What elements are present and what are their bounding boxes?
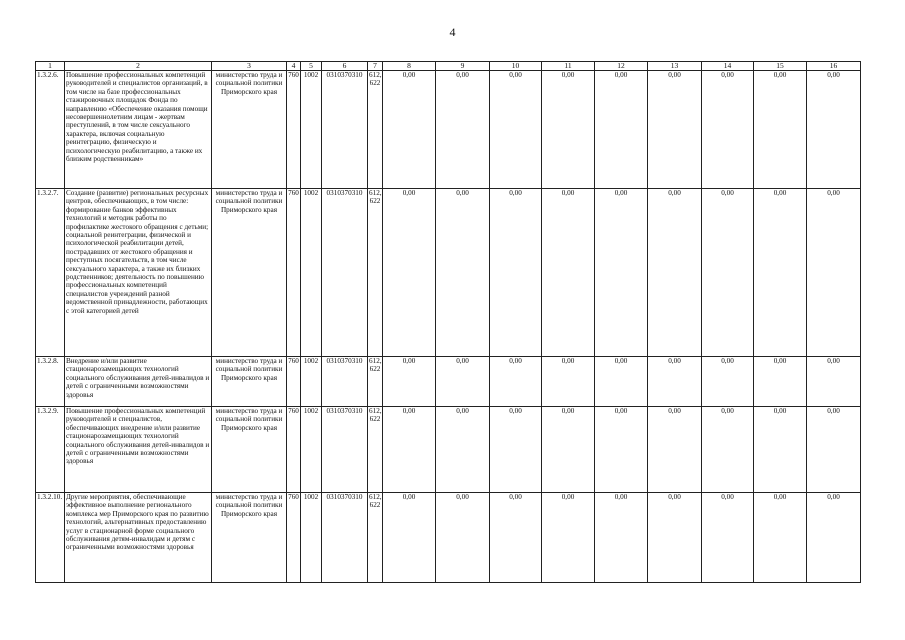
amount-cell: 0,00 <box>542 357 595 407</box>
column-header: 15 <box>754 62 807 71</box>
activity-number: 1.3.2.10. <box>36 493 65 583</box>
amount-cell: 0,00 <box>436 493 490 583</box>
activity-name: Создание (развитие) региональных ресурсных центров, обеспечивающих, в том числе: формирование банков эффективных технологий и методик работы по профилактике жестокого обращения с детьми; социальной реинтеграции, физической и психологической реабилитации детей, пострадавших от жестокого обращения и преступных посягательств, в том числе сексуального характера, а также их близких родственников; деятельность по повышению профессиональных компетенций специалистов учреждений разной ведомственной принадлежности, работающих с этой категорией детей <box>65 189 212 357</box>
amount-cell: 0,00 <box>383 189 436 357</box>
table-row <box>36 71 861 189</box>
responsible-executor: министерство труда и социальной политики Приморского края <box>212 493 287 583</box>
csr-code: 0310370310 <box>322 357 368 407</box>
column-header: 12 <box>595 62 648 71</box>
activity-number: 1.3.2.6. <box>36 71 65 189</box>
vr-code-line: 622 <box>369 197 381 206</box>
vr-code-line: 622 <box>369 365 381 374</box>
activity-number: 1.3.2.7. <box>36 189 65 357</box>
table-row <box>36 189 861 357</box>
column-header: 6 <box>322 62 368 71</box>
amount-cell: 0,00 <box>436 189 490 357</box>
column-header: 4 <box>287 62 301 71</box>
column-header: 14 <box>702 62 754 71</box>
amount-cell: 0,00 <box>648 189 702 357</box>
amount-cell: 0,00 <box>436 71 490 189</box>
rzpr-code: 1002 <box>301 407 322 493</box>
activity-number: 1.3.2.8. <box>36 357 65 407</box>
csr-code: 0310370310 <box>322 189 368 357</box>
amount-cell: 0,00 <box>490 407 542 493</box>
amount-cell: 0,00 <box>490 71 542 189</box>
amount-cell: 0,00 <box>436 407 490 493</box>
vr-code-line: 622 <box>369 501 381 510</box>
responsible-executor: министерство труда и социальной политики Приморского края <box>212 357 287 407</box>
vr-code-line: 622 <box>369 415 381 424</box>
table-row <box>36 493 861 583</box>
activity-name: Повышение профессиональных компетенций руководителей и специалистов, обеспечивающих внедрение и/или развитие стационарозамещающих технологий социального обслуживания детей-инвалидов и детей с ограниченными возможностями здоровья <box>65 407 212 493</box>
amount-cell: 0,00 <box>754 407 807 493</box>
amount-cell: 0,00 <box>383 407 436 493</box>
amount-cell: 0,00 <box>595 493 648 583</box>
column-header: 5 <box>301 62 322 71</box>
amount-cell: 0,00 <box>542 407 595 493</box>
vr-code <box>368 71 383 189</box>
amount-cell: 0,00 <box>702 407 754 493</box>
amount-cell: 0,00 <box>383 493 436 583</box>
amount-cell: 0,00 <box>807 493 861 583</box>
activity-number: 1.3.2.9. <box>36 407 65 493</box>
amount-cell: 0,00 <box>754 493 807 583</box>
column-header: 10 <box>490 62 542 71</box>
amount-cell: 0,00 <box>595 357 648 407</box>
vr-code-line: 612, <box>369 357 382 365</box>
amount-cell: 0,00 <box>542 493 595 583</box>
amount-cell: 0,00 <box>702 357 754 407</box>
vr-code <box>368 407 383 493</box>
amount-cell: 0,00 <box>383 357 436 407</box>
column-header: 7 <box>368 62 383 71</box>
responsible-executor: министерство труда и социальной политики Приморского края <box>212 189 287 357</box>
vr-code <box>368 189 383 357</box>
amount-cell: 0,00 <box>648 493 702 583</box>
vr-code <box>368 357 383 407</box>
vr-code-line: 622 <box>369 79 381 88</box>
vr-code-line: 612, <box>369 189 382 197</box>
vr-code-line: 612, <box>369 71 382 79</box>
column-number-row <box>36 62 861 71</box>
amount-cell: 0,00 <box>807 357 861 407</box>
amount-cell: 0,00 <box>595 189 648 357</box>
column-header: 9 <box>436 62 490 71</box>
amount-cell: 0,00 <box>807 71 861 189</box>
rzpr-code: 1002 <box>301 357 322 407</box>
amount-cell: 0,00 <box>807 407 861 493</box>
csr-code: 0310370310 <box>322 71 368 189</box>
table-row <box>36 357 861 407</box>
column-header: 2 <box>65 62 212 71</box>
amount-cell: 0,00 <box>702 493 754 583</box>
amount-cell: 0,00 <box>648 357 702 407</box>
amount-cell: 0,00 <box>754 189 807 357</box>
grbs-code: 760 <box>287 407 301 493</box>
amount-cell: 0,00 <box>702 189 754 357</box>
column-header: 8 <box>383 62 436 71</box>
grbs-code: 760 <box>287 71 301 189</box>
amount-cell: 0,00 <box>436 357 490 407</box>
activity-name: Другие мероприятия, обеспечивающие эффективное выполнение регионального комплекса мер Приморского края по развитию технологий, альтернативных предоставлению услуг в стационарной форме социального обслуживания детям-инвалидам и детям с ограниченными возможностями здоровья <box>65 493 212 583</box>
vr-code <box>368 493 383 583</box>
column-header: 3 <box>212 62 287 71</box>
grbs-code: 760 <box>287 357 301 407</box>
amount-cell: 0,00 <box>595 71 648 189</box>
amount-cell: 0,00 <box>648 407 702 493</box>
amount-cell: 0,00 <box>648 71 702 189</box>
rzpr-code: 1002 <box>301 189 322 357</box>
amount-cell: 0,00 <box>542 71 595 189</box>
amount-cell: 0,00 <box>542 189 595 357</box>
column-header: 16 <box>807 62 861 71</box>
program-activities-table <box>35 61 861 583</box>
amount-cell: 0,00 <box>595 407 648 493</box>
column-header: 11 <box>542 62 595 71</box>
column-header: 1 <box>36 62 65 71</box>
amount-cell: 0,00 <box>754 357 807 407</box>
table-row <box>36 407 861 493</box>
activity-name: Повышение профессиональных компетенций руководителей и специалистов организаций, в том числе на базе профессиональных стажировочных площадок Фонда по направлению «Обеспечение оказания помощи несовершеннолетним лицам - жертвам преступлений, в том числе сексуального характера, включая социальную реинтеграцию, физическую и психологическую реабилитацию, а также их близким родственникам» <box>65 71 212 189</box>
csr-code: 0310370310 <box>322 493 368 583</box>
amount-cell: 0,00 <box>383 71 436 189</box>
column-header: 13 <box>648 62 702 71</box>
page-number: 4 <box>449 25 456 39</box>
amount-cell: 0,00 <box>490 357 542 407</box>
vr-code-line: 612, <box>369 407 382 415</box>
vr-code-line: 612, <box>369 493 382 501</box>
amount-cell: 0,00 <box>702 71 754 189</box>
rzpr-code: 1002 <box>301 493 322 583</box>
activity-name: Внедрение и/или развитие стационарозамещающих технологий социального обслуживания детей-инвалидов и детей с ограниченными возможностями здоровья <box>65 357 212 407</box>
grbs-code: 760 <box>287 189 301 357</box>
amount-cell: 0,00 <box>490 493 542 583</box>
csr-code: 0310370310 <box>322 407 368 493</box>
amount-cell: 0,00 <box>490 189 542 357</box>
responsible-executor: министерство труда и социальной политики Приморского края <box>212 407 287 493</box>
rzpr-code: 1002 <box>301 71 322 189</box>
grbs-code: 760 <box>287 493 301 583</box>
responsible-executor: министерство труда и социальной политики Приморского края <box>212 71 287 189</box>
amount-cell: 0,00 <box>754 71 807 189</box>
amount-cell: 0,00 <box>807 189 861 357</box>
